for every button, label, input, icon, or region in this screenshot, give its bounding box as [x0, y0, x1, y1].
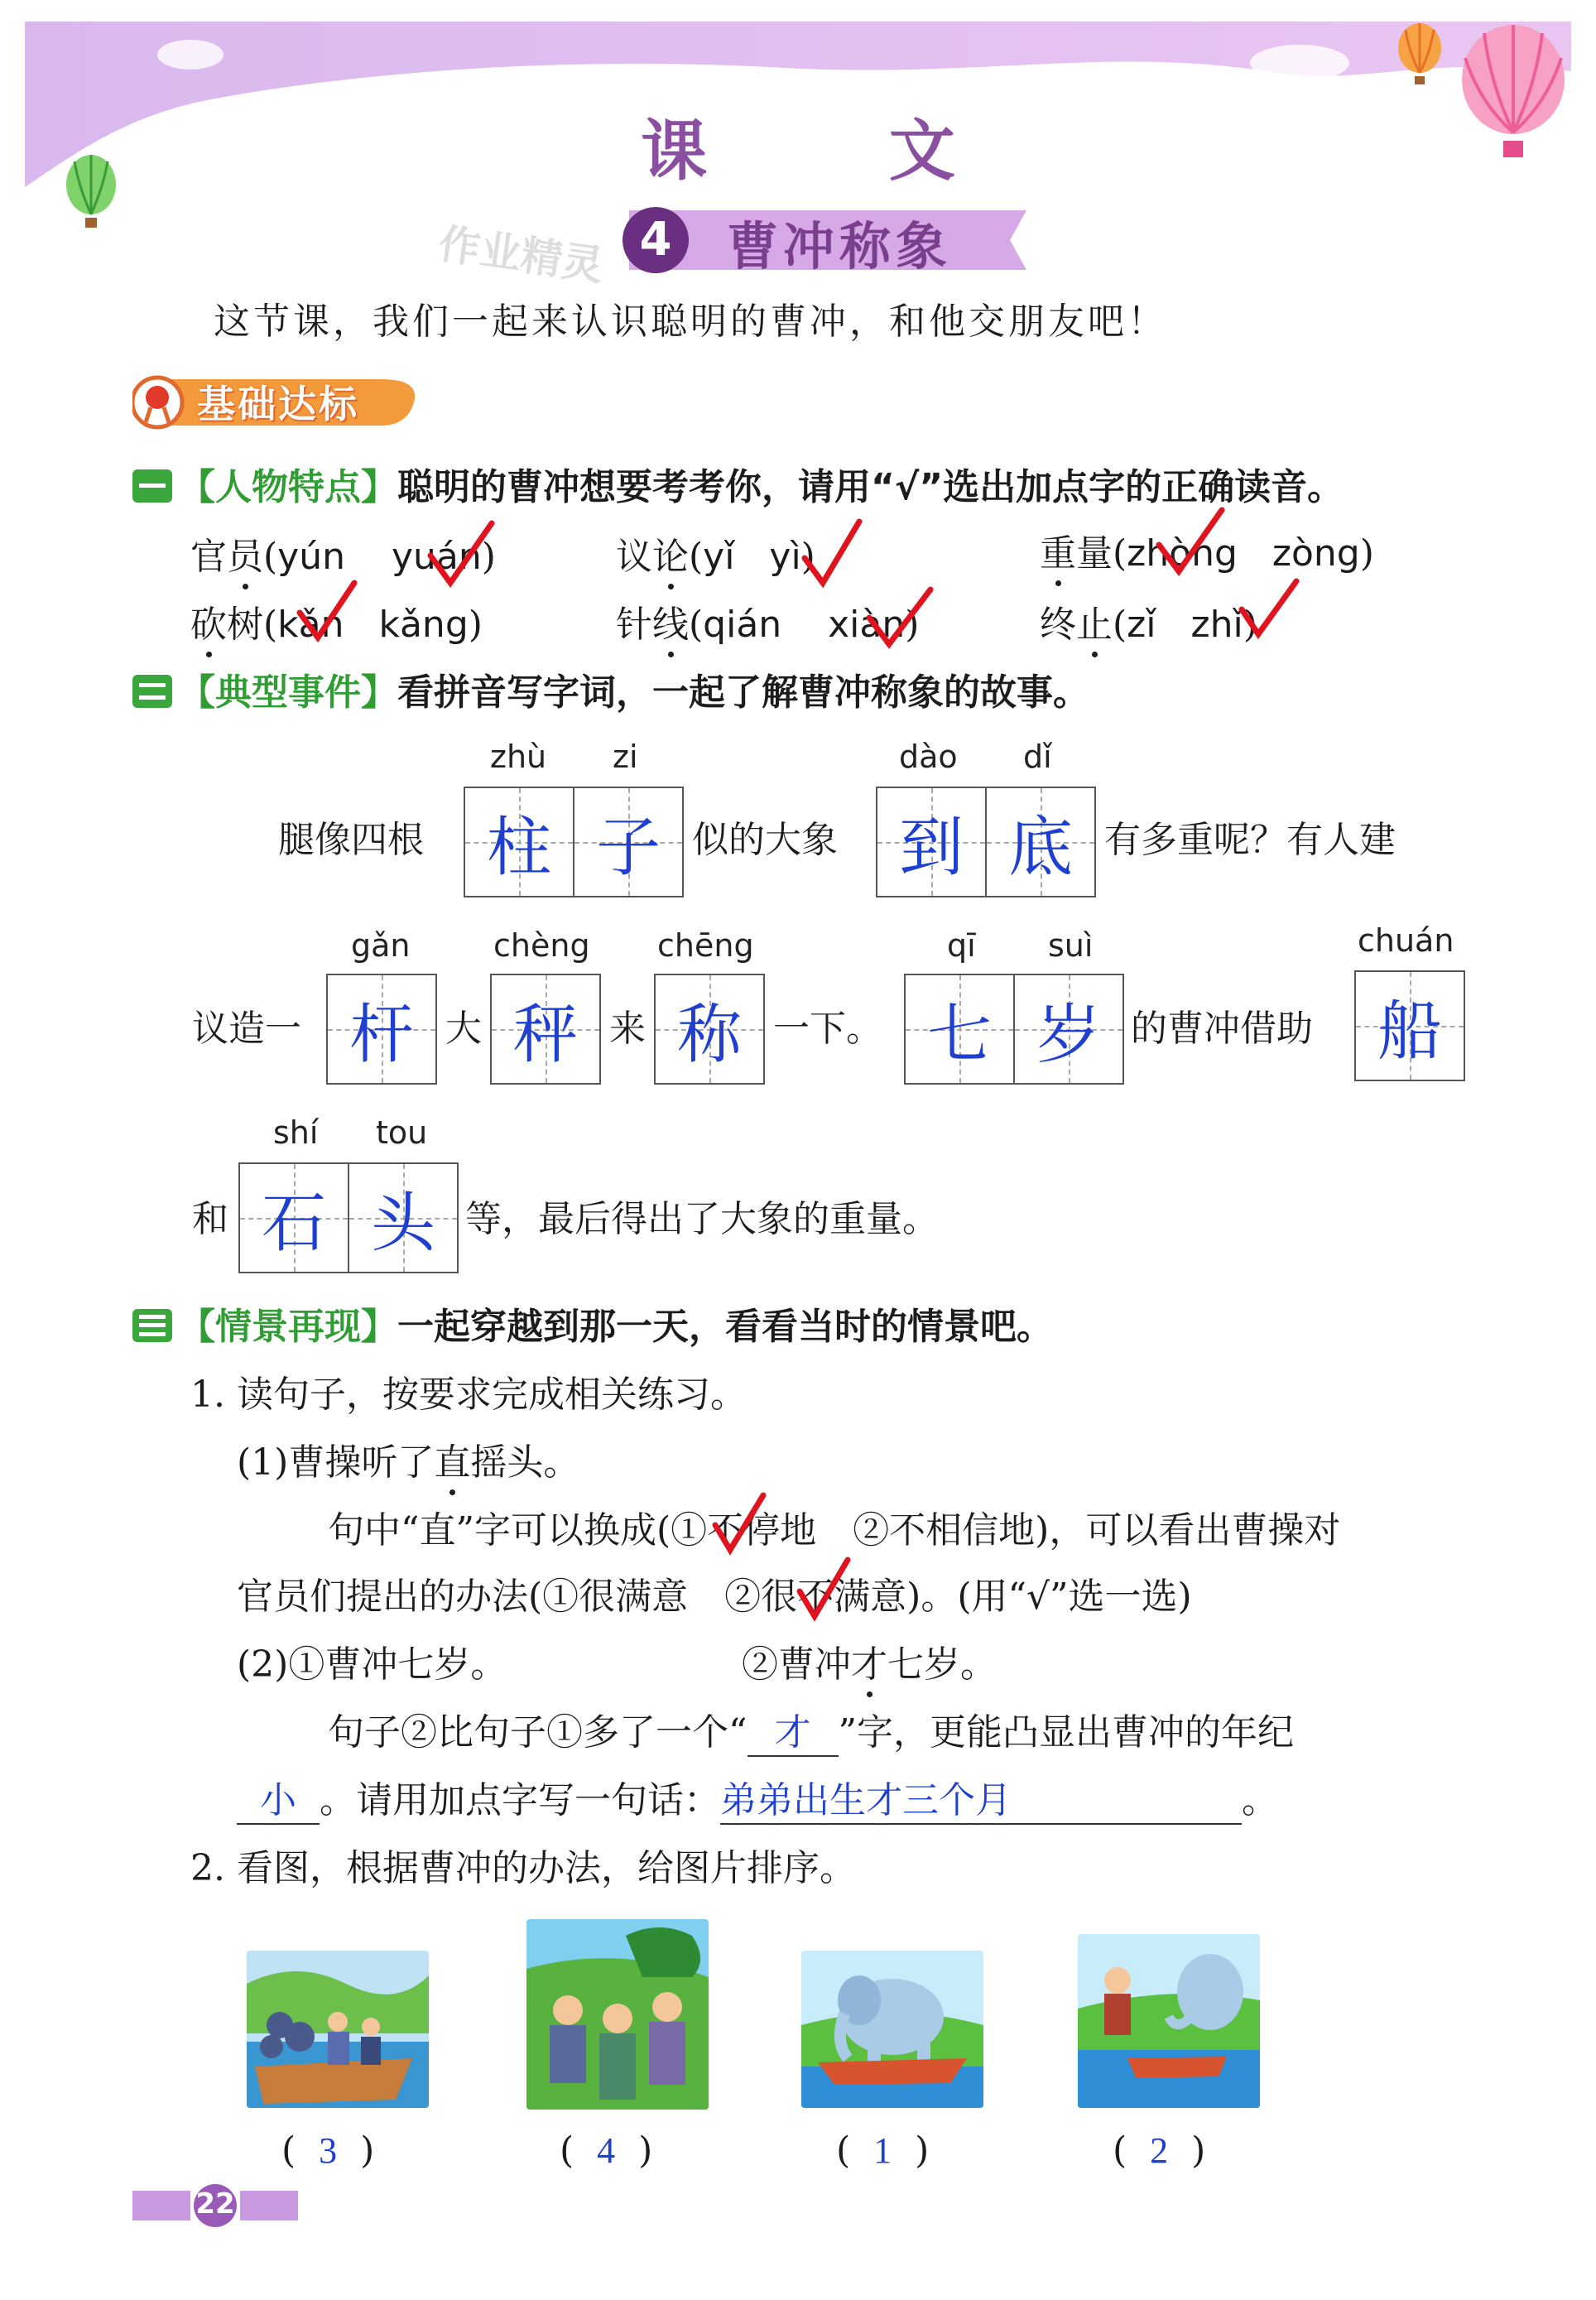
q2-instruction: 看拼音写字词，一起了解曹冲称象的故事。	[397, 671, 1089, 714]
page-number: 22	[195, 2187, 235, 2221]
q1-item-4: 砍树(kǎn kǎng)	[190, 604, 483, 646]
q1-item-5: 针线(qián xiàn)	[616, 604, 920, 646]
answer-char: 岁	[1036, 998, 1101, 1072]
dotted-char: 止	[1076, 604, 1113, 646]
answer-char: 杆	[349, 998, 414, 1072]
writing-box	[326, 974, 437, 1085]
q2-text: 一下。	[773, 1008, 882, 1050]
q1-item-1: 官员(yún yuán)	[190, 536, 496, 578]
writing-box	[904, 974, 1124, 1085]
q2-text: 有多重呢？有人建	[1104, 819, 1396, 861]
q1-number-icon	[132, 469, 172, 503]
q2-text: 腿像四根	[278, 819, 424, 861]
pinyin-label: shí	[273, 1114, 319, 1151]
pinyin-label: chēng	[657, 927, 754, 964]
q2-header	[132, 662, 1089, 715]
pinyin-label: zi	[613, 739, 638, 775]
q3-header	[132, 1297, 1053, 1350]
writing-box	[490, 974, 601, 1085]
writing-box	[238, 1162, 459, 1273]
q3-sentence-1: (1)曹操听了直摇头。	[237, 1441, 580, 1484]
writing-box	[654, 974, 765, 1085]
q3-sentence-2a: (2)①曹冲七岁。	[237, 1643, 507, 1686]
q1-header	[132, 457, 1344, 510]
answer-blank: 小	[237, 1770, 320, 1825]
picture-boy-and-elephant	[1078, 1934, 1260, 2108]
q3-sentence-2b: ②曹冲才七岁。	[742, 1643, 997, 1686]
pinyin-label: tou	[376, 1114, 428, 1151]
checkmark-icon	[424, 518, 498, 593]
q1-tag: 【人物特点】	[179, 466, 397, 508]
lesson-type-title: 课 文	[641, 113, 1035, 190]
answer-blank: 才	[748, 1702, 839, 1757]
checkmark-icon	[800, 517, 866, 591]
sentence-answer-field: 弟弟出生才三个月	[720, 1770, 1242, 1825]
pinyin-label: qī	[947, 927, 976, 964]
answer-char: 秤	[512, 998, 578, 1072]
picture-elephant-on-boat	[801, 1951, 983, 2108]
answer-char: 船	[1377, 994, 1442, 1069]
q2-text: 大	[445, 1008, 482, 1050]
q2-text: 议造一	[192, 1008, 301, 1050]
checkmark-icon	[295, 578, 361, 644]
q1-item-6: 终止(zǐ zhǐ)	[1040, 604, 1257, 646]
checkmark-icon	[1152, 505, 1227, 580]
order-blank-1: ( 3 )	[281, 2129, 375, 2172]
dotted-char: 论	[652, 536, 689, 578]
lesson-name: 曹冲称象	[727, 216, 953, 277]
answer-char: 柱	[486, 811, 551, 885]
answer-char: 七	[926, 998, 992, 1072]
q2-text: 来	[609, 1008, 646, 1050]
picture-boat-with-stones	[247, 1951, 429, 2108]
pinyin-label: dào	[899, 739, 958, 775]
order-blank-3: ( 1 )	[836, 2129, 930, 2172]
picture-officials-debating	[526, 1919, 709, 2110]
dotted-char: 重	[1040, 532, 1076, 575]
checkmark-icon	[863, 585, 937, 651]
q3-tag: 【情景再现】	[179, 1306, 397, 1348]
q3-question-2: 句子②比句子①多了一个“ 才 ”字，更能凸显出曹冲的年纪	[328, 1702, 1294, 1757]
lesson-intro: 这节课，我们一起来认识聪明的曹冲，和他交朋友吧！	[214, 301, 1167, 343]
pinyin-label: suì	[1048, 927, 1094, 964]
q3-number-icon	[132, 1309, 172, 1342]
pinyin-label: gǎn	[351, 927, 411, 964]
q2-text: 似的大象	[692, 819, 838, 861]
answer-char: 子	[595, 811, 661, 885]
answer-char: 称	[676, 998, 742, 1072]
q3-question-1: 句中“直”字可以换成(①不停地 ②不相信地)，可以看出曹操对	[328, 1509, 1341, 1552]
q2-tag: 【典型事件】	[179, 671, 397, 714]
q2-number-icon	[132, 675, 172, 708]
q3-part1-title: 1. 读句子，按要求完成相关练习。	[190, 1374, 747, 1416]
order-blank-2: ( 4 )	[560, 2129, 653, 2172]
pinyin-label: zhù	[490, 739, 547, 775]
q1-item-3: 重量(zhòng zòng)	[1040, 532, 1374, 575]
answer-char: 石	[261, 1186, 326, 1261]
answer-char: 到	[898, 811, 964, 885]
writing-box	[876, 787, 1096, 897]
q1-item-2: 议论(yǐ yì)	[616, 536, 815, 578]
pinyin-label: dǐ	[1023, 739, 1052, 775]
checkmark-icon	[1237, 576, 1303, 642]
q1-instruction: 聪明的曹冲想要考考你，请用“√”选出加点字的正确读音。	[397, 466, 1344, 508]
checkmark-icon	[710, 1490, 768, 1557]
pinyin-label: chèng	[493, 927, 590, 964]
small-balloon-icon	[1391, 23, 1449, 98]
writing-box	[1354, 970, 1465, 1081]
q2-text: 的曹冲借助	[1131, 1008, 1313, 1050]
pinyin-label: chuán	[1358, 922, 1454, 959]
q3-instruction: 一起穿越到那一天，看看当时的情景吧。	[397, 1306, 1053, 1348]
lesson-number: 4	[639, 213, 672, 267]
q2-text: 等，最后得出了大象的重量。	[465, 1198, 939, 1240]
dotted-char: 线	[652, 604, 689, 646]
section-title: 基础达标	[197, 382, 359, 426]
q3-part2-title: 2. 看图，根据曹冲的办法，给图片排序。	[190, 1847, 856, 1889]
q3-question-1-line2: 官员们提出的办法(①很满意 ②很不满意)。(用“√”选一选)	[237, 1576, 1192, 1618]
watermark: 作业精灵	[435, 219, 607, 291]
writing-box	[464, 787, 684, 897]
dotted-char: 砍	[190, 604, 227, 646]
checkmark-icon	[795, 1555, 853, 1621]
q3-question-2-line2: 小 。请用加点字写一句话：弟弟出生才三个月 。	[237, 1770, 1278, 1825]
dotted-char: 员	[227, 536, 263, 578]
q2-text: 和	[192, 1198, 228, 1240]
answer-char: 底	[1007, 811, 1073, 885]
order-blank-4: ( 2 )	[1113, 2129, 1206, 2172]
answer-char: 头	[370, 1186, 435, 1261]
